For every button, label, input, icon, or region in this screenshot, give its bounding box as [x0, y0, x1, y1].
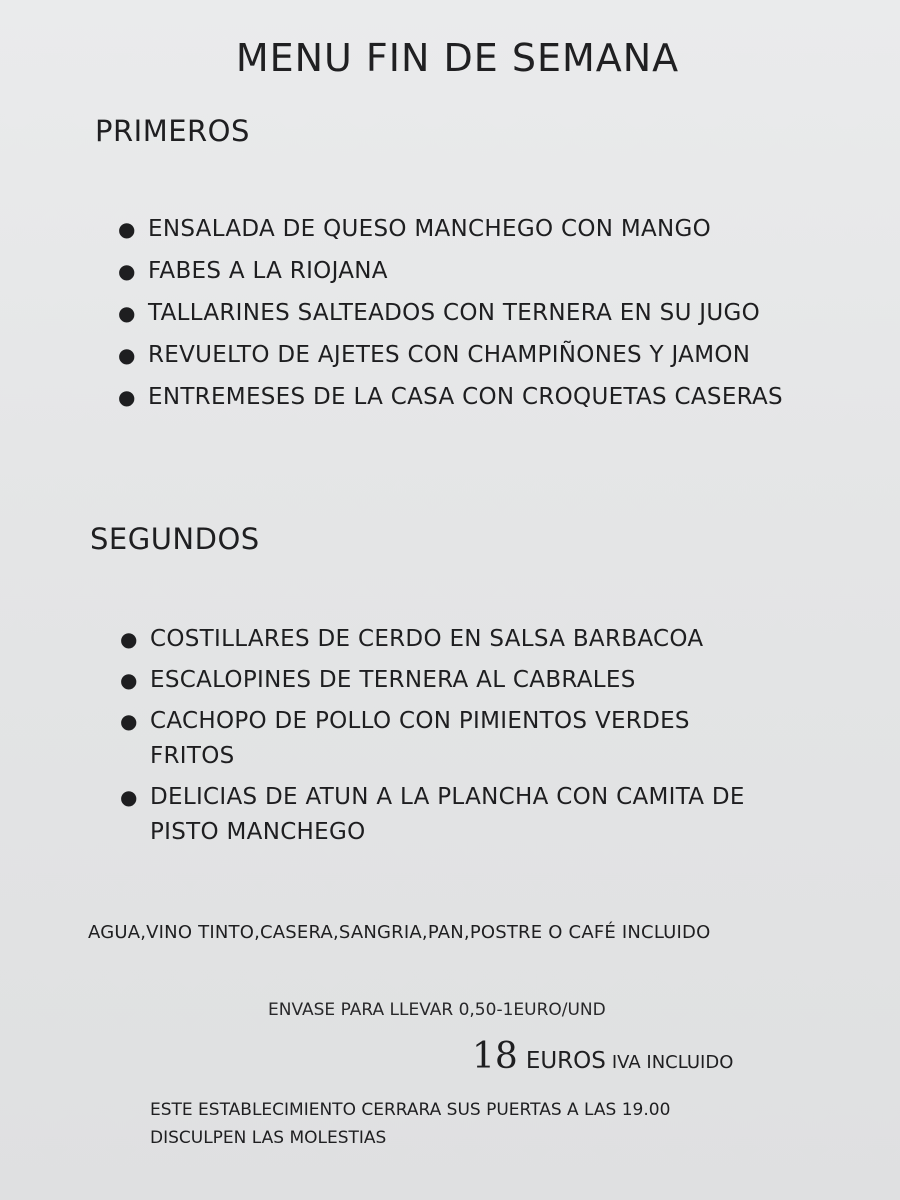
closing-notice	[150, 1096, 670, 1152]
segundos-heading: SEGUNDOS	[90, 522, 260, 556]
dish-name: TALLARINES SALTEADOS CON TERNERA EN SU JUGO	[148, 300, 761, 326]
bullet-icon: ●	[120, 668, 138, 692]
dish-name: DELICIAS DE ATUN A LA PLANCHA CON CAMITA DE PISTO MANCHEGO	[150, 784, 745, 845]
list-item	[118, 298, 838, 340]
dish-name: ENSALADA DE QUESO MANCHEGO CON MANGO	[148, 216, 712, 242]
bullet-icon: ●	[120, 709, 138, 733]
closing-apology: DISCULPEN LAS MOLESTIAS	[150, 1128, 387, 1148]
takeaway-container-note: ENVASE PARA LLEVAR 0,50-1EURO/UND	[268, 1000, 606, 1020]
price-currency: EUROS	[525, 1048, 606, 1074]
bullet-icon: ●	[118, 259, 136, 283]
bullet-icon: ●	[118, 385, 136, 409]
list-item	[120, 622, 780, 657]
segundos-list	[120, 622, 780, 856]
bullet-icon: ●	[118, 343, 136, 367]
price-tax-note: IVA INCLUIDO	[611, 1052, 734, 1073]
list-item	[118, 382, 838, 424]
price-amount: 18	[472, 1036, 518, 1077]
list-item	[118, 214, 838, 256]
primeros-heading: PRIMEROS	[95, 114, 250, 148]
menu-title: MENU FIN DE SEMANA	[235, 36, 680, 80]
primeros-list	[118, 214, 838, 424]
list-item	[120, 663, 780, 698]
list-item	[120, 780, 780, 850]
dish-name: CACHOPO DE POLLO CON PIMIENTOS VERDES FRITOS	[150, 708, 690, 769]
list-item	[118, 256, 838, 298]
list-item	[120, 704, 780, 774]
dish-name: ENTREMESES DE LA CASA CON CROQUETAS CASERAS	[148, 384, 783, 410]
bullet-icon: ●	[118, 217, 136, 241]
bullet-icon: ●	[120, 785, 138, 809]
dish-name: FABES A LA RIOJANA	[148, 258, 388, 284]
list-item	[118, 340, 838, 382]
price-line	[472, 1036, 733, 1077]
dish-name: REVUELTO DE AJETES CON CHAMPIÑONES Y JAMON	[148, 342, 751, 368]
bullet-icon: ●	[120, 627, 138, 651]
includes-note: AGUA,VINO TINTO,CASERA,SANGRIA,PAN,POSTRE O CAFÉ INCLUIDO	[88, 922, 711, 943]
bullet-icon: ●	[118, 301, 136, 325]
closing-hours: ESTE ESTABLECIMIENTO CERRARA SUS PUERTAS A LAS 19.00	[150, 1100, 671, 1120]
dish-name: COSTILLARES DE CERDO EN SALSA BARBACOA	[150, 626, 704, 652]
dish-name: ESCALOPINES DE TERNERA AL CABRALES	[150, 667, 636, 693]
